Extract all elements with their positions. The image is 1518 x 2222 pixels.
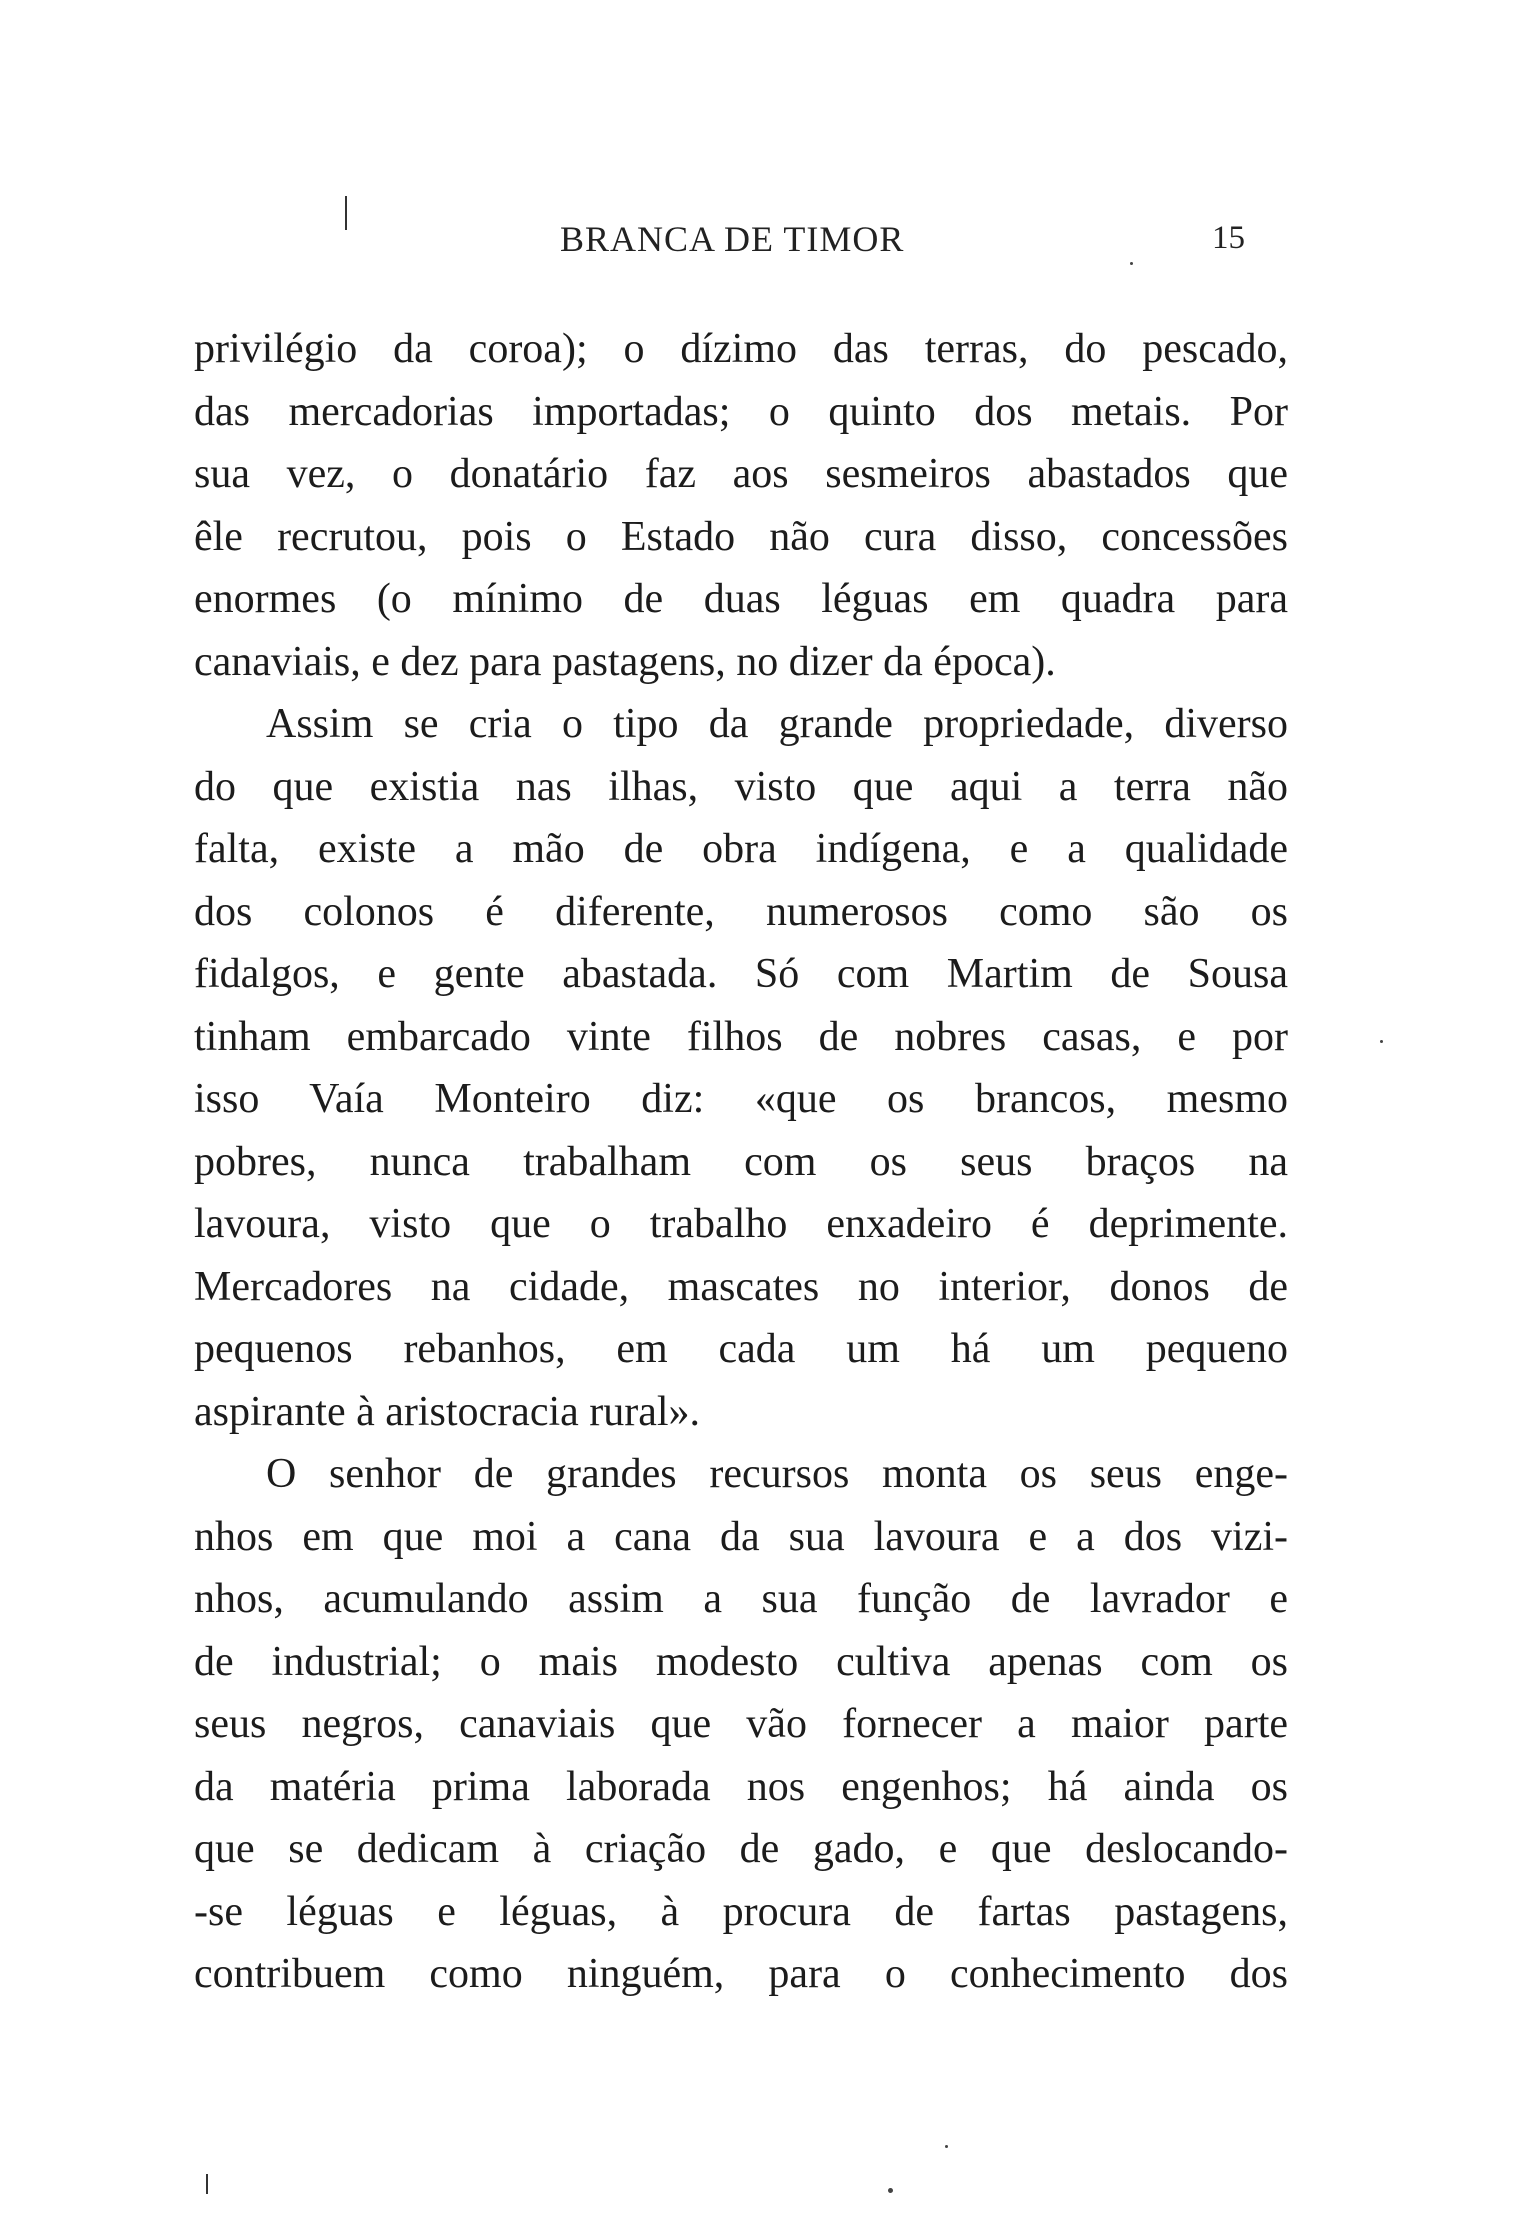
scan-mark <box>345 196 347 230</box>
text-line: das mercadorias importadas; o quinto dos metais. Por <box>194 388 1288 435</box>
text-line: pobres, nunca trabalham com os seus braços na <box>194 1138 1288 1185</box>
paragraph-start-line: Assim se cria o tipo da grande propriedade, diverso <box>266 701 1288 747</box>
scan-mark <box>206 2174 208 2194</box>
text-line: falta, existe a mão de obra indígena, e a qualidade <box>194 826 1288 872</box>
text-line: sua vez, o donatário faz aos sesmeiros abastados que <box>194 451 1288 497</box>
text-line: -se léguas e léguas, à procura de fartas pastagens, <box>194 1888 1288 1935</box>
scan-speck <box>1380 1040 1383 1043</box>
text-line: da matéria prima laborada nos engenhos; há ainda os <box>194 1763 1288 1810</box>
running-title: BRANCA DE TIMOR <box>560 219 905 259</box>
paragraph-start-line: O senhor de grandes recursos monta os seus enge- <box>266 1451 1288 1497</box>
text-line: dos colonos é diferente, numerosos como são os <box>194 888 1288 935</box>
text-line: Mercadores na cidade, mascates no interior, donos de <box>194 1263 1288 1310</box>
scan-speck <box>888 2188 893 2193</box>
text-line: nhos, acumulando assim a sua função de lavrador e <box>194 1576 1288 1622</box>
text-line: do que existia nas ilhas, visto que aqui a terra não <box>194 763 1288 810</box>
text-line: pequenos rebanhos, em cada um há um pequeno <box>194 1326 1288 1372</box>
text-line: privilégio da coroa); o dízimo das terras, do pescado, <box>194 326 1288 372</box>
page-header <box>0 218 1518 268</box>
text-line: contribuem como ninguém, para o conhecimento dos <box>194 1951 1288 1997</box>
text-line: de industrial; o mais modesto cultiva apenas com os <box>194 1638 1288 1685</box>
text-line: êle recrutou, pois o Estado não cura disso, concessões <box>194 513 1288 560</box>
text-line: tinham embarcado vinte filhos de nobres casas, e por <box>194 1013 1288 1060</box>
text-line: seus negros, canaviais que vão fornecer a maior parte <box>194 1701 1288 1747</box>
scan-speck <box>945 2145 948 2148</box>
text-line: fidalgos, e gente abastada. Só com Martim de Sousa <box>194 951 1288 997</box>
text-line: isso Vaía Monteiro diz: «que os brancos, mesmo <box>194 1076 1288 1122</box>
text-line: nhos em que moi a cana da sua lavoura e a dos vizi- <box>194 1513 1288 1560</box>
body-text <box>194 318 1288 2006</box>
scan-speck <box>1130 262 1133 265</box>
text-line: enormes (o mínimo de duas léguas em quadra para <box>194 576 1288 622</box>
text-line: canaviais, e dez para pastagens, no dizer da época). <box>194 638 1056 685</box>
page-number: 15 <box>1212 220 1245 256</box>
text-line: lavoura, visto que o trabalho enxadeiro é deprimente. <box>194 1201 1288 1247</box>
text-line: que se dedicam à criação de gado, e que deslocando- <box>194 1826 1288 1872</box>
text-line: aspirante à aristocracia rural». <box>194 1388 701 1435</box>
